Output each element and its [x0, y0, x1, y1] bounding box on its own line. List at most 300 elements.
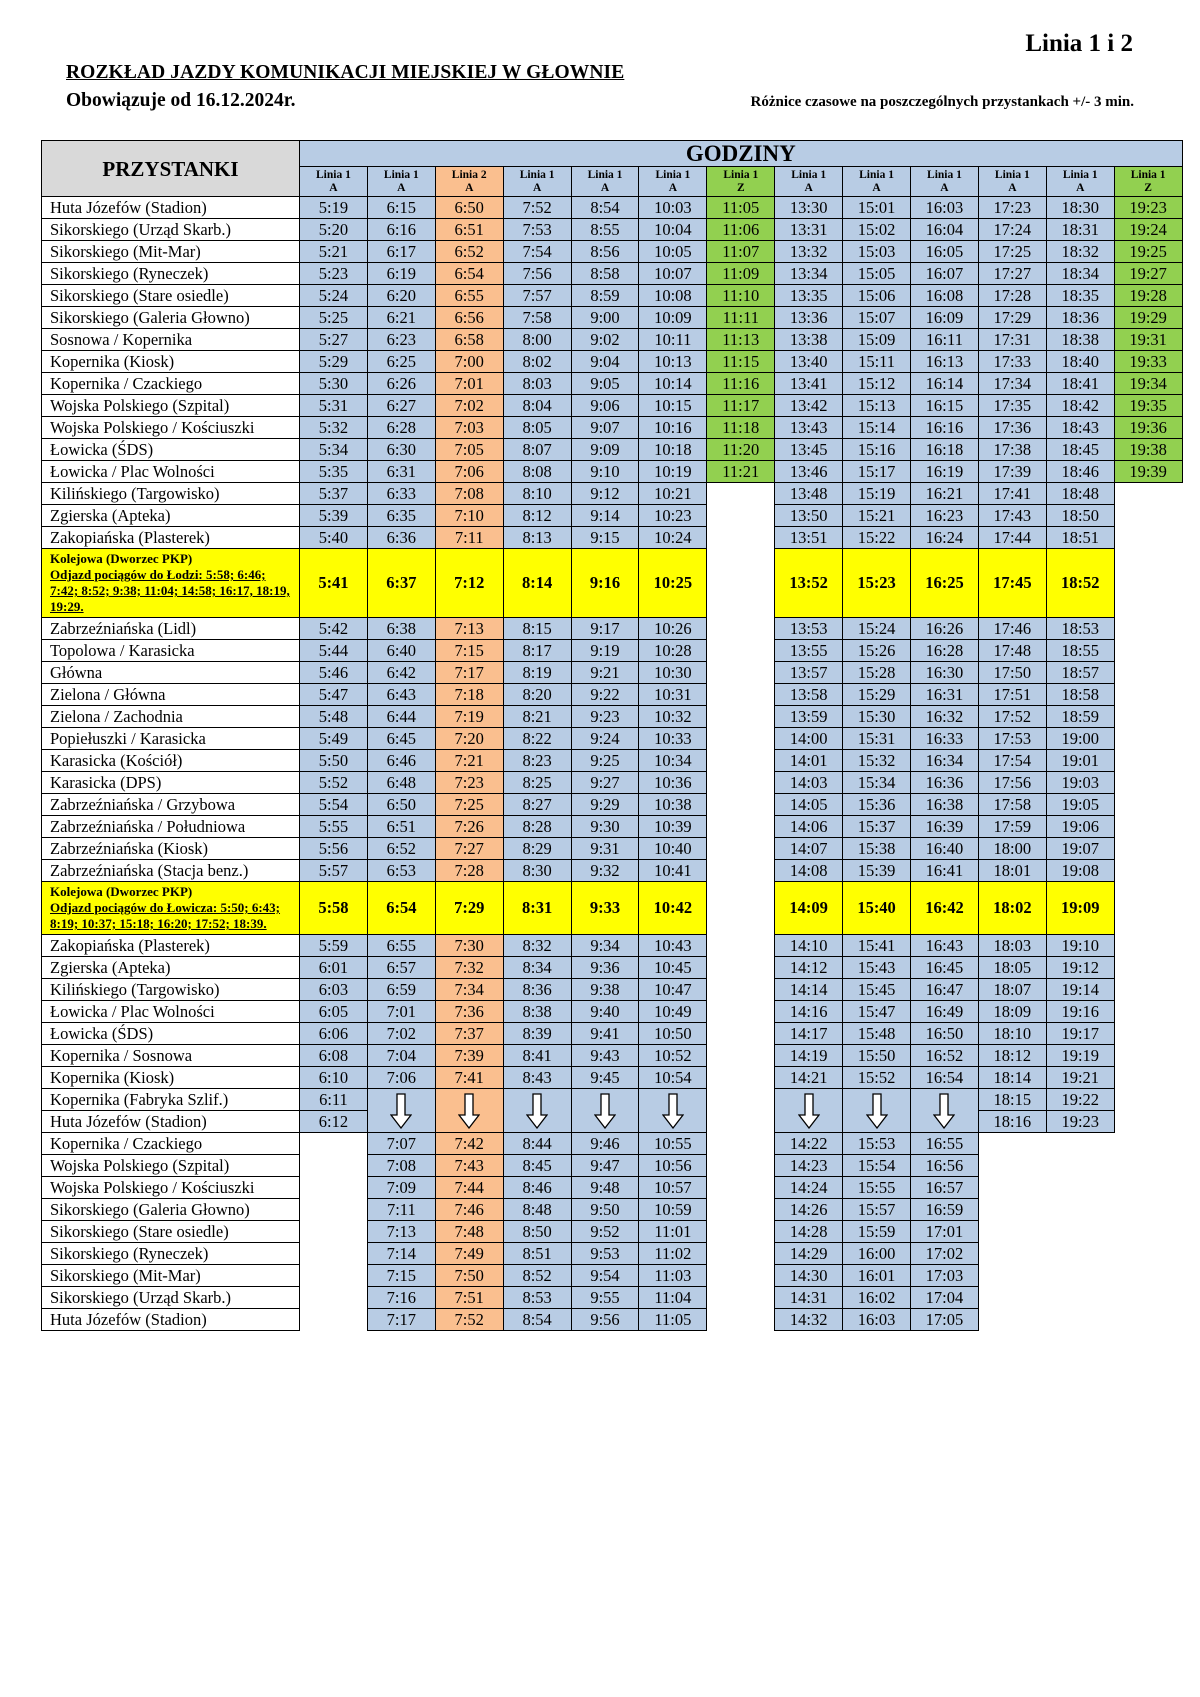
time-cell: 5:41 [300, 549, 368, 618]
time-cell: 10:47 [639, 979, 707, 1001]
time-cell: 15:05 [843, 263, 911, 285]
time-cell: 13:38 [775, 329, 843, 351]
stop-name: Kopernika / Czackiego [42, 373, 300, 395]
table-row [42, 618, 1183, 640]
time-cell: 19:29 [1114, 307, 1182, 329]
time-cell: 6:59 [367, 979, 435, 1001]
time-cell: 7:19 [435, 706, 503, 728]
time-cell: 6:31 [367, 461, 435, 483]
time-cell: 9:12 [571, 483, 639, 505]
time-cell: 5:27 [300, 329, 368, 351]
time-cell: 9:33 [571, 882, 639, 935]
time-cell: 17:31 [978, 329, 1046, 351]
time-cell: 17:29 [978, 307, 1046, 329]
time-cell: 5:23 [300, 263, 368, 285]
time-cell: 14:17 [775, 1023, 843, 1045]
time-cell: 18:53 [1046, 618, 1114, 640]
column-line: Linia 1 [587, 168, 623, 181]
empty-cell [978, 1221, 1046, 1243]
empty-cell [707, 618, 775, 640]
time-cell: 19:05 [1046, 794, 1114, 816]
table-row [42, 684, 1183, 706]
empty-cell [707, 935, 775, 957]
time-cell: 10:32 [639, 706, 707, 728]
time-cell: 15:24 [843, 618, 911, 640]
time-cell: 19:10 [1046, 935, 1114, 957]
time-cell: 10:33 [639, 728, 707, 750]
stop-name: Kopernika / Sosnowa [42, 1045, 300, 1067]
time-cell: 5:24 [300, 285, 368, 307]
time-cell: 18:05 [978, 957, 1046, 979]
time-cell: 7:56 [503, 263, 571, 285]
time-cell: 18:16 [978, 1111, 1046, 1133]
time-cell: 8:38 [503, 1001, 571, 1023]
time-cell: 7:32 [435, 957, 503, 979]
time-cell: 8:36 [503, 979, 571, 1001]
time-cell: 16:33 [911, 728, 979, 750]
table-row [42, 241, 1183, 263]
table-row [42, 860, 1183, 882]
time-cell: 8:55 [571, 219, 639, 241]
time-cell: 16:19 [911, 461, 979, 483]
time-cell: 16:18 [911, 439, 979, 461]
time-cell: 7:48 [435, 1221, 503, 1243]
time-cell: 14:31 [775, 1287, 843, 1309]
time-cell: 7:02 [435, 395, 503, 417]
table-row [42, 527, 1183, 549]
stop-name: Kopernika (Fabryka Szlif.) [42, 1089, 300, 1111]
time-cell: 18:35 [1046, 285, 1114, 307]
table-row [42, 417, 1183, 439]
time-cell: 7:10 [435, 505, 503, 527]
time-cell: 17:36 [978, 417, 1046, 439]
time-cell: 15:36 [843, 794, 911, 816]
time-cell: 10:28 [639, 640, 707, 662]
table-row [42, 1023, 1183, 1045]
time-cell: 5:25 [300, 307, 368, 329]
empty-cell [707, 1111, 775, 1133]
time-cell: 17:54 [978, 750, 1046, 772]
stop-name: Huta Józefów (Stadion) [42, 197, 300, 219]
empty-cell [1046, 1221, 1114, 1243]
time-cell: 9:07 [571, 417, 639, 439]
empty-cell [1114, 684, 1182, 706]
time-cell: 15:40 [843, 882, 911, 935]
time-cell: 7:11 [435, 527, 503, 549]
empty-cell [978, 1133, 1046, 1155]
time-cell: 15:09 [843, 329, 911, 351]
time-cell: 9:05 [571, 373, 639, 395]
time-cell: 16:25 [911, 549, 979, 618]
time-cell: 10:11 [639, 329, 707, 351]
timetable [41, 140, 1183, 1331]
time-cell: 16:57 [911, 1177, 979, 1199]
empty-cell [1114, 618, 1182, 640]
time-cell: 19:09 [1046, 882, 1114, 935]
time-cell: 9:15 [571, 527, 639, 549]
time-cell: 19:08 [1046, 860, 1114, 882]
stop-name: Wojska Polskiego (Szpital) [42, 1155, 300, 1177]
empty-cell [1114, 1177, 1182, 1199]
empty-cell [707, 1001, 775, 1023]
continuation-cell [911, 1089, 979, 1133]
time-cell: 18:45 [1046, 439, 1114, 461]
empty-cell [1114, 527, 1182, 549]
column-header [367, 167, 435, 197]
empty-cell [1046, 1199, 1114, 1221]
time-cell: 11:03 [639, 1265, 707, 1287]
empty-cell [978, 1287, 1046, 1309]
time-cell: 9:40 [571, 1001, 639, 1023]
time-cell: 17:53 [978, 728, 1046, 750]
time-cell: 16:13 [911, 351, 979, 373]
stop-name: Zabrzeźniańska / Grzybowa [42, 794, 300, 816]
time-cell: 18:34 [1046, 263, 1114, 285]
empty-cell [707, 1177, 775, 1199]
time-cell: 6:35 [367, 505, 435, 527]
time-cell: 17:44 [978, 527, 1046, 549]
continuation-cell [775, 1089, 843, 1133]
time-cell: 7:51 [435, 1287, 503, 1309]
time-cell: 8:59 [571, 285, 639, 307]
time-cell: 7:46 [435, 1199, 503, 1221]
stop-name: Huta Józefów (Stadion) [42, 1111, 300, 1133]
time-cell: 6:26 [367, 373, 435, 395]
time-cell: 15:12 [843, 373, 911, 395]
time-cell: 10:50 [639, 1023, 707, 1045]
empty-cell [707, 706, 775, 728]
time-cell: 8:15 [503, 618, 571, 640]
time-cell: 10:21 [639, 483, 707, 505]
time-cell: 13:45 [775, 439, 843, 461]
time-cell: 6:20 [367, 285, 435, 307]
time-cell: 6:52 [367, 838, 435, 860]
time-cell: 19:16 [1046, 1001, 1114, 1023]
time-cell: 14:23 [775, 1155, 843, 1177]
time-cell: 15:02 [843, 219, 911, 241]
column-header [300, 167, 368, 197]
time-cell: 13:40 [775, 351, 843, 373]
time-cell: 16:11 [911, 329, 979, 351]
time-cell: 15:26 [843, 640, 911, 662]
empty-cell [978, 1265, 1046, 1287]
time-cell: 7:13 [435, 618, 503, 640]
time-cell: 8:03 [503, 373, 571, 395]
time-cell: 17:59 [978, 816, 1046, 838]
time-cell: 13:32 [775, 241, 843, 263]
empty-cell [707, 1067, 775, 1089]
stop-name: Zgierska (Apteka) [42, 957, 300, 979]
empty-cell [707, 1265, 775, 1287]
table-row [42, 1067, 1183, 1089]
time-cell: 17:02 [911, 1243, 979, 1265]
time-cell: 7:34 [435, 979, 503, 1001]
column-variant: A [532, 181, 542, 194]
time-cell: 9:38 [571, 979, 639, 1001]
time-cell: 8:54 [571, 197, 639, 219]
empty-cell [707, 1221, 775, 1243]
time-cell: 11:09 [707, 263, 775, 285]
stop-name: Zgierska (Apteka) [42, 505, 300, 527]
time-cell: 14:28 [775, 1221, 843, 1243]
time-cell: 5:40 [300, 527, 368, 549]
time-cell: 6:51 [435, 219, 503, 241]
time-cell: 16:03 [843, 1309, 911, 1331]
time-cell: 11:18 [707, 417, 775, 439]
time-cell: 6:55 [367, 935, 435, 957]
table-row [42, 373, 1183, 395]
empty-cell [707, 860, 775, 882]
empty-cell [707, 728, 775, 750]
empty-cell [1114, 706, 1182, 728]
stop-name: Sikorskiego (Ryneczek) [42, 263, 300, 285]
empty-cell [707, 750, 775, 772]
time-cell: 6:05 [300, 1001, 368, 1023]
time-cell: 8:05 [503, 417, 571, 439]
time-cell: 13:31 [775, 219, 843, 241]
time-cell: 14:21 [775, 1067, 843, 1089]
time-cell: 14:08 [775, 860, 843, 882]
time-cell: 13:57 [775, 662, 843, 684]
time-cell: 8:53 [503, 1287, 571, 1309]
time-cell: 9:27 [571, 772, 639, 794]
empty-cell [707, 1089, 775, 1111]
empty-cell [707, 1309, 775, 1331]
time-cell: 7:11 [367, 1199, 435, 1221]
time-cell: 16:50 [911, 1023, 979, 1045]
station-cell [42, 882, 300, 935]
empty-cell [707, 772, 775, 794]
time-cell: 16:07 [911, 263, 979, 285]
table-row [42, 1265, 1183, 1287]
time-cell: 10:41 [639, 860, 707, 882]
time-cell: 7:12 [435, 549, 503, 618]
time-cell: 7:58 [503, 307, 571, 329]
continuation-cell [639, 1089, 707, 1133]
time-cell: 8:00 [503, 329, 571, 351]
time-cell: 6:46 [367, 750, 435, 772]
time-cell: 19:00 [1046, 728, 1114, 750]
time-cell: 17:24 [978, 219, 1046, 241]
time-cell: 16:28 [911, 640, 979, 662]
time-cell: 9:55 [571, 1287, 639, 1309]
time-cell: 17:33 [978, 351, 1046, 373]
stop-name: Wojska Polskiego (Szpital) [42, 395, 300, 417]
time-cell: 18:00 [978, 838, 1046, 860]
time-cell: 6:52 [435, 241, 503, 263]
stop-name: Wojska Polskiego / Kościuszki [42, 1177, 300, 1199]
time-cell: 5:39 [300, 505, 368, 527]
time-cell: 19:14 [1046, 979, 1114, 1001]
time-cell: 10:19 [639, 461, 707, 483]
time-cell: 14:26 [775, 1199, 843, 1221]
time-cell: 6:21 [367, 307, 435, 329]
arrow-down-icon [526, 1093, 548, 1129]
table-row [42, 219, 1183, 241]
time-cell: 16:00 [843, 1243, 911, 1265]
table-row [42, 838, 1183, 860]
time-cell: 17:05 [911, 1309, 979, 1331]
time-cell: 11:10 [707, 285, 775, 307]
time-cell: 17:39 [978, 461, 1046, 483]
time-cell: 18:32 [1046, 241, 1114, 263]
time-cell: 14:12 [775, 957, 843, 979]
table-row [42, 1287, 1183, 1309]
time-cell: 6:37 [367, 549, 435, 618]
time-cell: 9:48 [571, 1177, 639, 1199]
empty-cell [1046, 1133, 1114, 1155]
stop-name: Sikorskiego (Urząd Skarb.) [42, 1287, 300, 1309]
time-cell: 19:21 [1046, 1067, 1114, 1089]
time-cell: 7:15 [367, 1265, 435, 1287]
time-cell: 6:06 [300, 1023, 368, 1045]
time-cell: 5:42 [300, 618, 368, 640]
time-cell: 11:01 [639, 1221, 707, 1243]
time-cell: 6:16 [367, 219, 435, 241]
time-cell: 7:52 [435, 1309, 503, 1331]
arrow-down-icon [390, 1093, 412, 1129]
time-cell: 17:58 [978, 794, 1046, 816]
time-cell: 10:13 [639, 351, 707, 373]
empty-cell [707, 1045, 775, 1067]
time-cell: 15:37 [843, 816, 911, 838]
time-cell: 8:27 [503, 794, 571, 816]
stop-name: Karasicka (DPS) [42, 772, 300, 794]
time-cell: 10:31 [639, 684, 707, 706]
time-cell: 16:01 [843, 1265, 911, 1287]
empty-cell [707, 1155, 775, 1177]
time-cell: 18:42 [1046, 395, 1114, 417]
table-row [42, 816, 1183, 838]
time-cell: 16:34 [911, 750, 979, 772]
time-cell: 9:36 [571, 957, 639, 979]
empty-cell [707, 1243, 775, 1265]
time-cell: 9:09 [571, 439, 639, 461]
column-variant: Z [736, 181, 745, 194]
time-cell: 10:14 [639, 373, 707, 395]
time-cell: 6:28 [367, 417, 435, 439]
column-variant: A [465, 181, 474, 194]
time-cell: 7:17 [367, 1309, 435, 1331]
time-cell: 16:26 [911, 618, 979, 640]
time-cell: 15:55 [843, 1177, 911, 1199]
empty-cell [707, 838, 775, 860]
table-row [42, 772, 1183, 794]
time-cell: 14:06 [775, 816, 843, 838]
time-cell: 8:43 [503, 1067, 571, 1089]
time-cell: 17:41 [978, 483, 1046, 505]
time-cell: 10:25 [639, 549, 707, 618]
empty-cell [978, 1199, 1046, 1221]
time-cell: 7:18 [435, 684, 503, 706]
time-cell: 14:01 [775, 750, 843, 772]
time-cell: 14:29 [775, 1243, 843, 1265]
time-cell: 18:43 [1046, 417, 1114, 439]
stop-name: Zabrzeźniańska (Stacja benz.) [42, 860, 300, 882]
time-cell: 9:16 [571, 549, 639, 618]
stop-name: Zakopiańska (Plasterek) [42, 935, 300, 957]
time-cell: 7:26 [435, 816, 503, 838]
time-cell: 5:52 [300, 772, 368, 794]
time-cell: 11:05 [707, 197, 775, 219]
time-cell: 14:30 [775, 1265, 843, 1287]
time-cell: 7:50 [435, 1265, 503, 1287]
column-line: Linia 1 [859, 168, 894, 181]
stop-name: Łowicka (ŚDS) [42, 439, 300, 461]
time-cell: 7:00 [435, 351, 503, 373]
time-cell: 7:54 [503, 241, 571, 263]
column-variant: Z [1144, 181, 1152, 194]
empty-cell [1114, 1309, 1182, 1331]
empty-cell [1114, 483, 1182, 505]
time-cell: 7:44 [435, 1177, 503, 1199]
time-cell: 16:49 [911, 1001, 979, 1023]
column-header [503, 167, 571, 197]
time-cell: 7:06 [367, 1067, 435, 1089]
time-cell: 11:13 [707, 329, 775, 351]
time-cell: 15:32 [843, 750, 911, 772]
column-variant: A [329, 181, 338, 194]
time-cell: 10:04 [639, 219, 707, 241]
time-cell: 8:10 [503, 483, 571, 505]
time-cell: 7:25 [435, 794, 503, 816]
time-cell: 16:21 [911, 483, 979, 505]
empty-cell [978, 1155, 1046, 1177]
time-cell: 6:53 [367, 860, 435, 882]
time-cell: 6:11 [300, 1089, 368, 1111]
time-cell: 6:19 [367, 263, 435, 285]
stop-name: Sikorskiego (Stare osiedle) [42, 285, 300, 307]
stop-name: Sikorskiego (Stare osiedle) [42, 1221, 300, 1243]
time-cell: 5:21 [300, 241, 368, 263]
time-cell: 18:55 [1046, 640, 1114, 662]
empty-cell [1114, 794, 1182, 816]
time-cell: 6:10 [300, 1067, 368, 1089]
time-cell: 9:24 [571, 728, 639, 750]
empty-cell [707, 882, 775, 935]
time-cell: 14:09 [775, 882, 843, 935]
time-cell: 16:32 [911, 706, 979, 728]
time-cell: 16:47 [911, 979, 979, 1001]
table-row [42, 483, 1183, 505]
table-row [42, 549, 1183, 618]
time-cell: 19:23 [1114, 197, 1182, 219]
time-cell: 16:08 [911, 285, 979, 307]
time-cell: 6:55 [435, 285, 503, 307]
table-row [42, 329, 1183, 351]
time-cell: 16:55 [911, 1133, 979, 1155]
time-cell: 18:01 [978, 860, 1046, 882]
time-cell: 19:06 [1046, 816, 1114, 838]
time-cell: 13:51 [775, 527, 843, 549]
time-cell: 6:36 [367, 527, 435, 549]
stop-name: Zabrzeźniańska / Południowa [42, 816, 300, 838]
time-cell: 5:46 [300, 662, 368, 684]
time-cell: 17:38 [978, 439, 1046, 461]
time-cell: 6:03 [300, 979, 368, 1001]
time-cell: 6:40 [367, 640, 435, 662]
time-cell: 8:14 [503, 549, 571, 618]
time-cell: 8:41 [503, 1045, 571, 1067]
time-cell: 18:10 [978, 1023, 1046, 1045]
column-variant: A [872, 181, 881, 194]
empty-cell [707, 684, 775, 706]
table-row [42, 285, 1183, 307]
time-cell: 15:54 [843, 1155, 911, 1177]
time-cell: 6:54 [435, 263, 503, 285]
time-cell: 10:26 [639, 618, 707, 640]
time-cell: 18:30 [1046, 197, 1114, 219]
